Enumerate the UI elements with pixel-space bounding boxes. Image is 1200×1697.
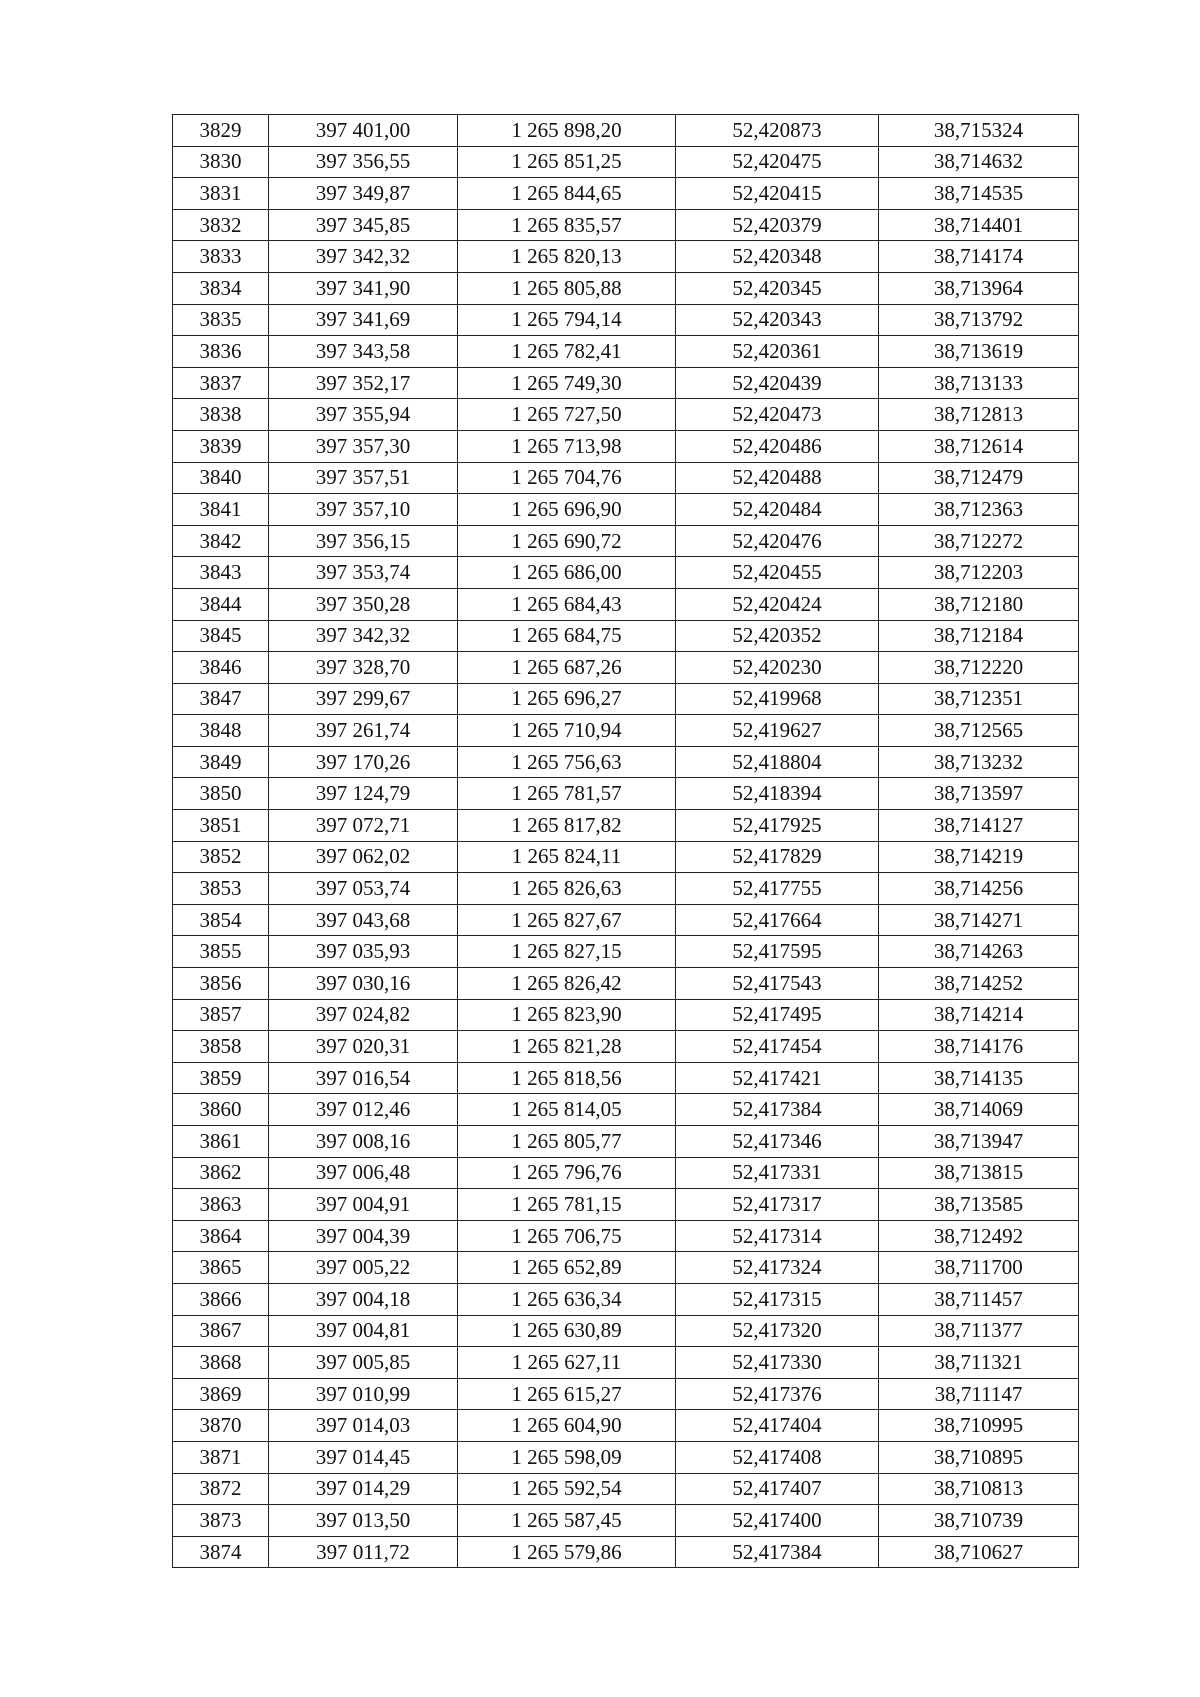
latitude-cell: 52,417407 — [676, 1473, 879, 1505]
y-coordinate-cell: 1 265 604,90 — [458, 1410, 676, 1442]
table-row — [173, 1283, 1079, 1315]
longitude-cell: 38,714069 — [879, 1094, 1079, 1126]
latitude-cell: 52,420873 — [676, 115, 879, 147]
x-coordinate-cell: 397 011,72 — [269, 1536, 458, 1568]
point-number-cell: 3846 — [173, 652, 269, 684]
table-row — [173, 557, 1079, 589]
point-number-cell: 3829 — [173, 115, 269, 147]
x-coordinate-cell: 397 401,00 — [269, 115, 458, 147]
x-coordinate-cell: 397 004,91 — [269, 1189, 458, 1221]
y-coordinate-cell: 1 265 727,50 — [458, 399, 676, 431]
table-row — [173, 494, 1079, 526]
x-coordinate-cell: 397 014,03 — [269, 1410, 458, 1442]
y-coordinate-cell: 1 265 749,30 — [458, 367, 676, 399]
table-row — [173, 146, 1079, 178]
point-number-cell: 3864 — [173, 1220, 269, 1252]
x-coordinate-cell: 397 005,22 — [269, 1252, 458, 1284]
x-coordinate-cell: 397 014,29 — [269, 1473, 458, 1505]
table-row — [173, 1410, 1079, 1442]
point-number-cell: 3848 — [173, 715, 269, 747]
longitude-cell: 38,712479 — [879, 462, 1079, 494]
x-coordinate-cell: 397 328,70 — [269, 652, 458, 684]
latitude-cell: 52,417330 — [676, 1347, 879, 1379]
y-coordinate-cell: 1 265 818,56 — [458, 1062, 676, 1094]
y-coordinate-cell: 1 265 814,05 — [458, 1094, 676, 1126]
table-row — [173, 1347, 1079, 1379]
table-row — [173, 652, 1079, 684]
table-row — [173, 1536, 1079, 1568]
point-number-cell: 3863 — [173, 1189, 269, 1221]
latitude-cell: 52,417320 — [676, 1315, 879, 1347]
point-number-cell: 3830 — [173, 146, 269, 178]
longitude-cell: 38,714271 — [879, 904, 1079, 936]
longitude-cell: 38,715324 — [879, 115, 1079, 147]
table-row — [173, 1189, 1079, 1221]
table-row — [173, 936, 1079, 968]
table-row — [173, 1031, 1079, 1063]
point-number-cell: 3844 — [173, 588, 269, 620]
table-row — [173, 1157, 1079, 1189]
longitude-cell: 38,710627 — [879, 1536, 1079, 1568]
x-coordinate-cell: 397 170,26 — [269, 746, 458, 778]
y-coordinate-cell: 1 265 781,15 — [458, 1189, 676, 1221]
y-coordinate-cell: 1 265 696,27 — [458, 683, 676, 715]
longitude-cell: 38,712272 — [879, 525, 1079, 557]
y-coordinate-cell: 1 265 592,54 — [458, 1473, 676, 1505]
table-row — [173, 968, 1079, 1000]
longitude-cell: 38,712565 — [879, 715, 1079, 747]
point-number-cell: 3857 — [173, 999, 269, 1031]
latitude-cell: 52,417454 — [676, 1031, 879, 1063]
latitude-cell: 52,417317 — [676, 1189, 879, 1221]
x-coordinate-cell: 397 349,87 — [269, 178, 458, 210]
point-number-cell: 3872 — [173, 1473, 269, 1505]
point-number-cell: 3871 — [173, 1441, 269, 1473]
y-coordinate-cell: 1 265 687,26 — [458, 652, 676, 684]
x-coordinate-cell: 397 004,18 — [269, 1283, 458, 1315]
x-coordinate-cell: 397 299,67 — [269, 683, 458, 715]
table-row — [173, 1505, 1079, 1537]
latitude-cell: 52,417543 — [676, 968, 879, 1000]
point-number-cell: 3841 — [173, 494, 269, 526]
point-number-cell: 3866 — [173, 1283, 269, 1315]
x-coordinate-cell: 397 006,48 — [269, 1157, 458, 1189]
point-number-cell: 3835 — [173, 304, 269, 336]
point-number-cell: 3874 — [173, 1536, 269, 1568]
latitude-cell: 52,419968 — [676, 683, 879, 715]
longitude-cell: 38,713964 — [879, 272, 1079, 304]
y-coordinate-cell: 1 265 782,41 — [458, 336, 676, 368]
table-row — [173, 399, 1079, 431]
point-number-cell: 3868 — [173, 1347, 269, 1379]
latitude-cell: 52,420473 — [676, 399, 879, 431]
table-row — [173, 1126, 1079, 1158]
longitude-cell: 38,711377 — [879, 1315, 1079, 1347]
table-row — [173, 1473, 1079, 1505]
point-number-cell: 3859 — [173, 1062, 269, 1094]
longitude-cell: 38,714535 — [879, 178, 1079, 210]
table-row — [173, 209, 1079, 241]
y-coordinate-cell: 1 265 706,75 — [458, 1220, 676, 1252]
point-number-cell: 3845 — [173, 620, 269, 652]
latitude-cell: 52,417664 — [676, 904, 879, 936]
x-coordinate-cell: 397 357,51 — [269, 462, 458, 494]
x-coordinate-cell: 397 353,74 — [269, 557, 458, 589]
y-coordinate-cell: 1 265 820,13 — [458, 241, 676, 273]
longitude-cell: 38,711700 — [879, 1252, 1079, 1284]
longitude-cell: 38,712614 — [879, 430, 1079, 462]
longitude-cell: 38,713133 — [879, 367, 1079, 399]
y-coordinate-cell: 1 265 794,14 — [458, 304, 676, 336]
y-coordinate-cell: 1 265 817,82 — [458, 810, 676, 842]
longitude-cell: 38,714632 — [879, 146, 1079, 178]
latitude-cell: 52,420455 — [676, 557, 879, 589]
longitude-cell: 38,711147 — [879, 1378, 1079, 1410]
longitude-cell: 38,714401 — [879, 209, 1079, 241]
longitude-cell: 38,714135 — [879, 1062, 1079, 1094]
y-coordinate-cell: 1 265 827,15 — [458, 936, 676, 968]
latitude-cell: 52,417376 — [676, 1378, 879, 1410]
longitude-cell: 38,713585 — [879, 1189, 1079, 1221]
latitude-cell: 52,417346 — [676, 1126, 879, 1158]
latitude-cell: 52,420476 — [676, 525, 879, 557]
latitude-cell: 52,417404 — [676, 1410, 879, 1442]
y-coordinate-cell: 1 265 627,11 — [458, 1347, 676, 1379]
longitude-cell: 38,714252 — [879, 968, 1079, 1000]
y-coordinate-cell: 1 265 579,86 — [458, 1536, 676, 1568]
longitude-cell: 38,712351 — [879, 683, 1079, 715]
point-number-cell: 3850 — [173, 778, 269, 810]
x-coordinate-cell: 397 016,54 — [269, 1062, 458, 1094]
point-number-cell: 3837 — [173, 367, 269, 399]
x-coordinate-cell: 397 343,58 — [269, 336, 458, 368]
x-coordinate-cell: 397 261,74 — [269, 715, 458, 747]
longitude-cell: 38,713815 — [879, 1157, 1079, 1189]
table-row — [173, 336, 1079, 368]
point-number-cell: 3847 — [173, 683, 269, 715]
x-coordinate-cell: 397 345,85 — [269, 209, 458, 241]
x-coordinate-cell: 397 008,16 — [269, 1126, 458, 1158]
longitude-cell: 38,712363 — [879, 494, 1079, 526]
x-coordinate-cell: 397 013,50 — [269, 1505, 458, 1537]
longitude-cell: 38,711321 — [879, 1347, 1079, 1379]
point-number-cell: 3833 — [173, 241, 269, 273]
longitude-cell: 38,710995 — [879, 1410, 1079, 1442]
longitude-cell: 38,714263 — [879, 936, 1079, 968]
table-row — [173, 715, 1079, 747]
x-coordinate-cell: 397 356,15 — [269, 525, 458, 557]
latitude-cell: 52,417829 — [676, 841, 879, 873]
latitude-cell: 52,417408 — [676, 1441, 879, 1473]
latitude-cell: 52,420439 — [676, 367, 879, 399]
point-number-cell: 3838 — [173, 399, 269, 431]
x-coordinate-cell: 397 020,31 — [269, 1031, 458, 1063]
longitude-cell: 38,712184 — [879, 620, 1079, 652]
latitude-cell: 52,417314 — [676, 1220, 879, 1252]
y-coordinate-cell: 1 265 636,34 — [458, 1283, 676, 1315]
point-number-cell: 3862 — [173, 1157, 269, 1189]
table-row — [173, 810, 1079, 842]
point-number-cell: 3865 — [173, 1252, 269, 1284]
x-coordinate-cell: 397 043,68 — [269, 904, 458, 936]
y-coordinate-cell: 1 265 710,94 — [458, 715, 676, 747]
point-number-cell: 3834 — [173, 272, 269, 304]
table-row — [173, 1094, 1079, 1126]
point-number-cell: 3840 — [173, 462, 269, 494]
x-coordinate-cell: 397 357,10 — [269, 494, 458, 526]
latitude-cell: 52,417421 — [676, 1062, 879, 1094]
longitude-cell: 38,713232 — [879, 746, 1079, 778]
table-row — [173, 241, 1079, 273]
table-row — [173, 462, 1079, 494]
y-coordinate-cell: 1 265 824,11 — [458, 841, 676, 873]
latitude-cell: 52,417331 — [676, 1157, 879, 1189]
table-row — [173, 588, 1079, 620]
x-coordinate-cell: 397 341,90 — [269, 272, 458, 304]
longitude-cell: 38,710895 — [879, 1441, 1079, 1473]
table-row — [173, 999, 1079, 1031]
y-coordinate-cell: 1 265 898,20 — [458, 115, 676, 147]
x-coordinate-cell: 397 072,71 — [269, 810, 458, 842]
table-row — [173, 683, 1079, 715]
longitude-cell: 38,714174 — [879, 241, 1079, 273]
table-row — [173, 1378, 1079, 1410]
longitude-cell: 38,714256 — [879, 873, 1079, 905]
longitude-cell: 38,711457 — [879, 1283, 1079, 1315]
x-coordinate-cell: 397 024,82 — [269, 999, 458, 1031]
latitude-cell: 52,420352 — [676, 620, 879, 652]
x-coordinate-cell: 397 356,55 — [269, 146, 458, 178]
table-row — [173, 778, 1079, 810]
point-number-cell: 3853 — [173, 873, 269, 905]
table-row — [173, 841, 1079, 873]
point-number-cell: 3836 — [173, 336, 269, 368]
longitude-cell: 38,713947 — [879, 1126, 1079, 1158]
latitude-cell: 52,418394 — [676, 778, 879, 810]
point-number-cell: 3856 — [173, 968, 269, 1000]
table-row — [173, 1062, 1079, 1094]
point-number-cell: 3842 — [173, 525, 269, 557]
x-coordinate-cell: 397 005,85 — [269, 1347, 458, 1379]
coordinates-table — [172, 114, 1079, 1568]
longitude-cell: 38,712203 — [879, 557, 1079, 589]
longitude-cell: 38,713619 — [879, 336, 1079, 368]
latitude-cell: 52,420475 — [676, 146, 879, 178]
latitude-cell: 52,420484 — [676, 494, 879, 526]
latitude-cell: 52,417925 — [676, 810, 879, 842]
x-coordinate-cell: 397 062,02 — [269, 841, 458, 873]
latitude-cell: 52,420348 — [676, 241, 879, 273]
table-row — [173, 620, 1079, 652]
table-row — [173, 304, 1079, 336]
latitude-cell: 52,420379 — [676, 209, 879, 241]
x-coordinate-cell: 397 004,39 — [269, 1220, 458, 1252]
x-coordinate-cell: 397 124,79 — [269, 778, 458, 810]
latitude-cell: 52,417755 — [676, 873, 879, 905]
y-coordinate-cell: 1 265 805,88 — [458, 272, 676, 304]
longitude-cell: 38,712492 — [879, 1220, 1079, 1252]
table-row — [173, 1220, 1079, 1252]
y-coordinate-cell: 1 265 690,72 — [458, 525, 676, 557]
x-coordinate-cell: 397 342,32 — [269, 620, 458, 652]
y-coordinate-cell: 1 265 826,63 — [458, 873, 676, 905]
point-number-cell: 3832 — [173, 209, 269, 241]
longitude-cell: 38,710739 — [879, 1505, 1079, 1537]
latitude-cell: 52,417495 — [676, 999, 879, 1031]
x-coordinate-cell: 397 030,16 — [269, 968, 458, 1000]
x-coordinate-cell: 397 014,45 — [269, 1441, 458, 1473]
point-number-cell: 3831 — [173, 178, 269, 210]
y-coordinate-cell: 1 265 686,00 — [458, 557, 676, 589]
latitude-cell: 52,418804 — [676, 746, 879, 778]
y-coordinate-cell: 1 265 713,98 — [458, 430, 676, 462]
longitude-cell: 38,713597 — [879, 778, 1079, 810]
latitude-cell: 52,420230 — [676, 652, 879, 684]
point-number-cell: 3869 — [173, 1378, 269, 1410]
table-row — [173, 904, 1079, 936]
longitude-cell: 38,714214 — [879, 999, 1079, 1031]
latitude-cell: 52,420424 — [676, 588, 879, 620]
point-number-cell: 3858 — [173, 1031, 269, 1063]
point-number-cell: 3870 — [173, 1410, 269, 1442]
latitude-cell: 52,417400 — [676, 1505, 879, 1537]
point-number-cell: 3849 — [173, 746, 269, 778]
y-coordinate-cell: 1 265 704,76 — [458, 462, 676, 494]
table-row — [173, 430, 1079, 462]
y-coordinate-cell: 1 265 796,76 — [458, 1157, 676, 1189]
table-row — [173, 873, 1079, 905]
table-row — [173, 178, 1079, 210]
x-coordinate-cell: 397 350,28 — [269, 588, 458, 620]
table-row — [173, 746, 1079, 778]
x-coordinate-cell: 397 012,46 — [269, 1094, 458, 1126]
point-number-cell: 3861 — [173, 1126, 269, 1158]
longitude-cell: 38,714219 — [879, 841, 1079, 873]
y-coordinate-cell: 1 265 823,90 — [458, 999, 676, 1031]
y-coordinate-cell: 1 265 844,65 — [458, 178, 676, 210]
x-coordinate-cell: 397 053,74 — [269, 873, 458, 905]
latitude-cell: 52,417595 — [676, 936, 879, 968]
table-row — [173, 1441, 1079, 1473]
point-number-cell: 3851 — [173, 810, 269, 842]
point-number-cell: 3854 — [173, 904, 269, 936]
longitude-cell: 38,712220 — [879, 652, 1079, 684]
y-coordinate-cell: 1 265 835,57 — [458, 209, 676, 241]
y-coordinate-cell: 1 265 826,42 — [458, 968, 676, 1000]
longitude-cell: 38,710813 — [879, 1473, 1079, 1505]
table-row — [173, 1252, 1079, 1284]
table-row — [173, 525, 1079, 557]
latitude-cell: 52,420486 — [676, 430, 879, 462]
longitude-cell: 38,714127 — [879, 810, 1079, 842]
x-coordinate-cell: 397 342,32 — [269, 241, 458, 273]
point-number-cell: 3852 — [173, 841, 269, 873]
latitude-cell: 52,417384 — [676, 1094, 879, 1126]
y-coordinate-cell: 1 265 652,89 — [458, 1252, 676, 1284]
point-number-cell: 3843 — [173, 557, 269, 589]
longitude-cell: 38,714176 — [879, 1031, 1079, 1063]
latitude-cell: 52,420488 — [676, 462, 879, 494]
latitude-cell: 52,420343 — [676, 304, 879, 336]
y-coordinate-cell: 1 265 615,27 — [458, 1378, 676, 1410]
y-coordinate-cell: 1 265 781,57 — [458, 778, 676, 810]
x-coordinate-cell: 397 357,30 — [269, 430, 458, 462]
point-number-cell: 3839 — [173, 430, 269, 462]
latitude-cell: 52,417324 — [676, 1252, 879, 1284]
x-coordinate-cell: 397 341,69 — [269, 304, 458, 336]
x-coordinate-cell: 397 352,17 — [269, 367, 458, 399]
x-coordinate-cell: 397 004,81 — [269, 1315, 458, 1347]
table-row — [173, 115, 1079, 147]
point-number-cell: 3860 — [173, 1094, 269, 1126]
table-row — [173, 1315, 1079, 1347]
x-coordinate-cell: 397 010,99 — [269, 1378, 458, 1410]
longitude-cell: 38,712813 — [879, 399, 1079, 431]
table-row — [173, 367, 1079, 399]
point-number-cell: 3873 — [173, 1505, 269, 1537]
table-row — [173, 272, 1079, 304]
latitude-cell: 52,420415 — [676, 178, 879, 210]
y-coordinate-cell: 1 265 587,45 — [458, 1505, 676, 1537]
latitude-cell: 52,417315 — [676, 1283, 879, 1315]
latitude-cell: 52,419627 — [676, 715, 879, 747]
y-coordinate-cell: 1 265 684,75 — [458, 620, 676, 652]
y-coordinate-cell: 1 265 684,43 — [458, 588, 676, 620]
point-number-cell: 3867 — [173, 1315, 269, 1347]
longitude-cell: 38,713792 — [879, 304, 1079, 336]
y-coordinate-cell: 1 265 805,77 — [458, 1126, 676, 1158]
y-coordinate-cell: 1 265 821,28 — [458, 1031, 676, 1063]
coordinates-table-body — [173, 115, 1079, 1568]
latitude-cell: 52,417384 — [676, 1536, 879, 1568]
y-coordinate-cell: 1 265 696,90 — [458, 494, 676, 526]
point-number-cell: 3855 — [173, 936, 269, 968]
longitude-cell: 38,712180 — [879, 588, 1079, 620]
latitude-cell: 52,420361 — [676, 336, 879, 368]
y-coordinate-cell: 1 265 598,09 — [458, 1441, 676, 1473]
y-coordinate-cell: 1 265 630,89 — [458, 1315, 676, 1347]
x-coordinate-cell: 397 355,94 — [269, 399, 458, 431]
x-coordinate-cell: 397 035,93 — [269, 936, 458, 968]
latitude-cell: 52,420345 — [676, 272, 879, 304]
y-coordinate-cell: 1 265 851,25 — [458, 146, 676, 178]
y-coordinate-cell: 1 265 756,63 — [458, 746, 676, 778]
y-coordinate-cell: 1 265 827,67 — [458, 904, 676, 936]
